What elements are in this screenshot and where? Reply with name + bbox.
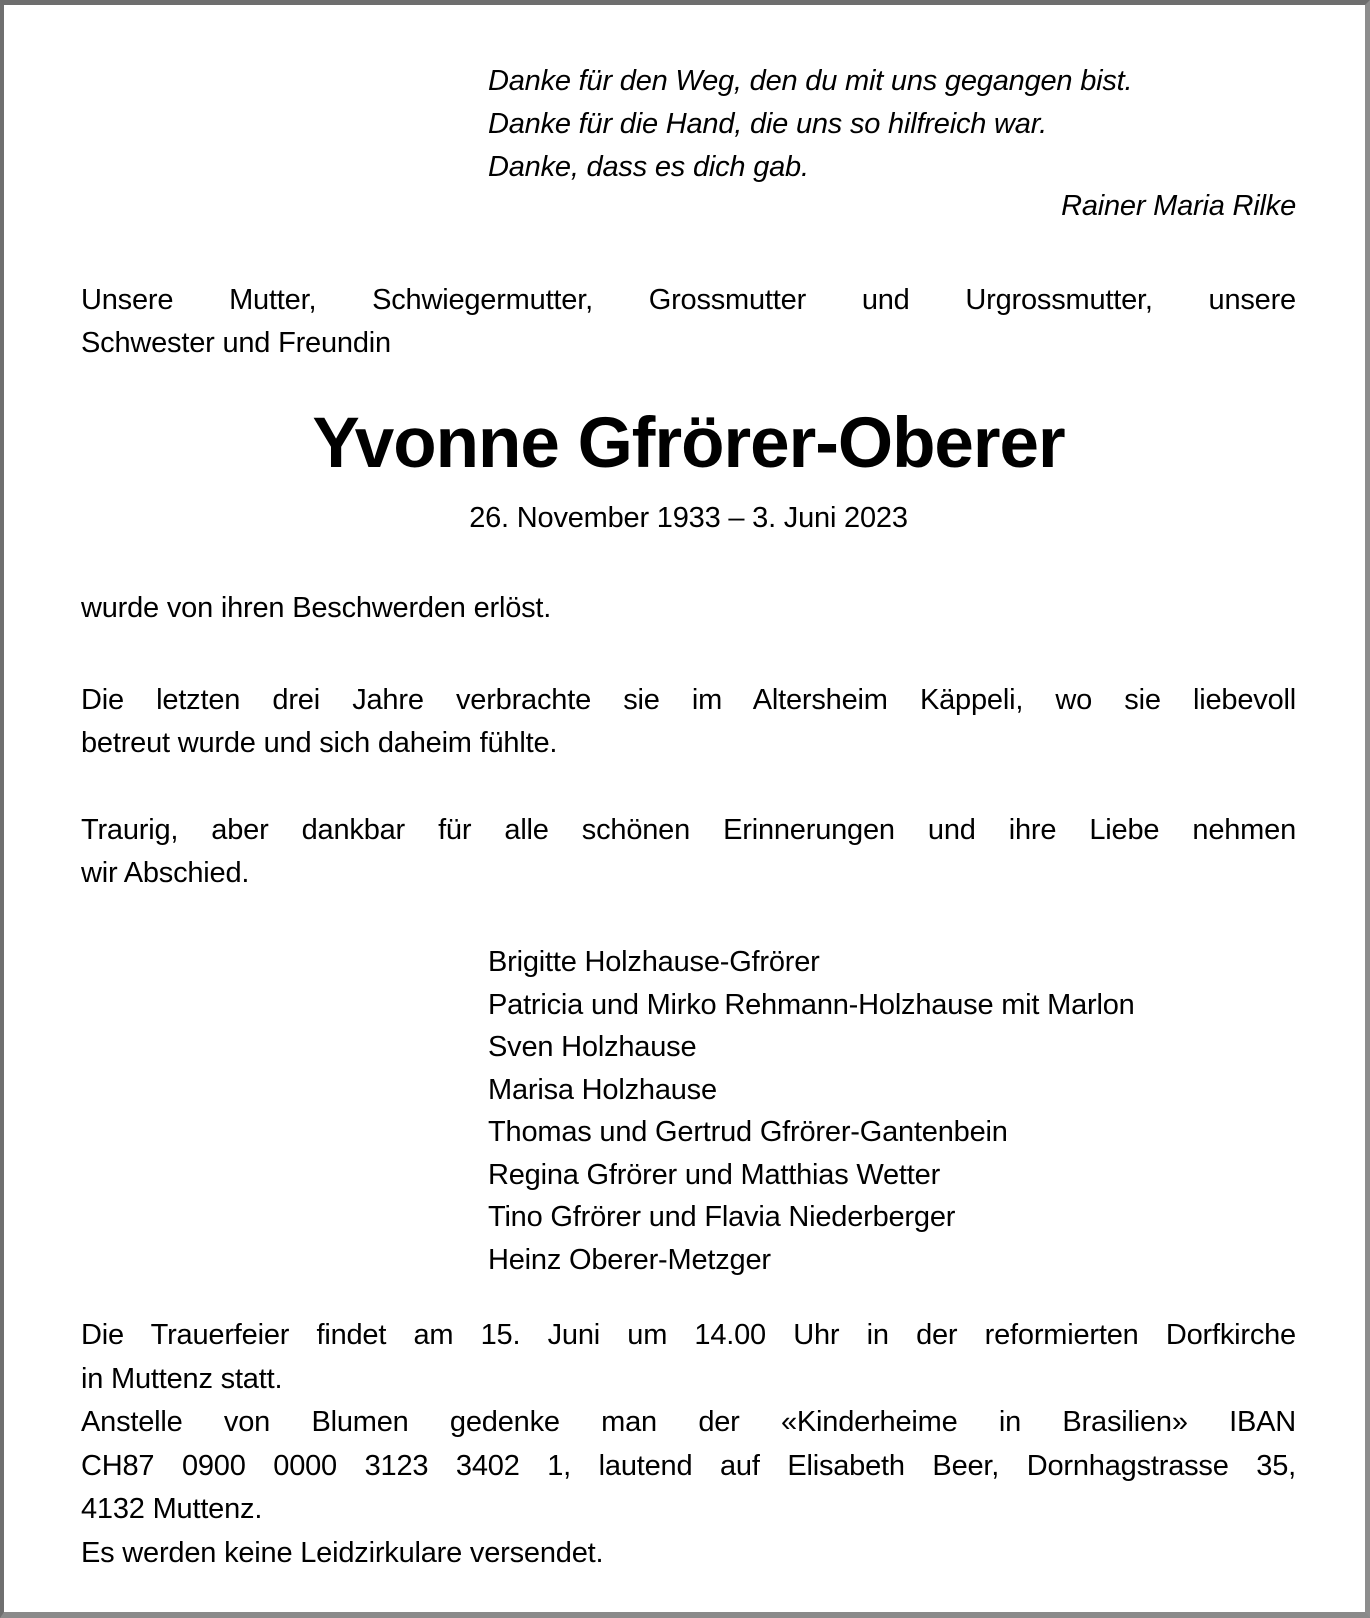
funeral-line: 4132 Muttenz.: [81, 1493, 263, 1525]
mourners-list: [488, 941, 1296, 1281]
farewell-line: Traurig, aber dankbar für alle schönen Erinnerungen und ihre Liebe nehmen: [81, 814, 1296, 846]
funeral-line: Anstelle von Blumen gedenke man der «Kinderheime in Brasilien» IBAN: [81, 1406, 1296, 1438]
mourner-name: Brigitte Holzhause-Gfrörer: [488, 946, 820, 978]
farewell-line: wir Abschied.: [81, 857, 250, 889]
quote-line: Danke, dass es dich gab.: [488, 151, 809, 183]
mourner-name: Tino Gfrörer und Flavia Niederberger: [488, 1201, 956, 1233]
care-paragraph: [81, 679, 1296, 765]
quote-line: Danke für die Hand, die uns so hilfreich war.: [488, 108, 1047, 140]
quote-line: Danke für den Weg, den du mit uns gegangen bist.: [488, 65, 1133, 97]
life-dates: 26. November 1933 – 3. Juni 2023: [469, 502, 908, 534]
mourner-name: Marisa Holzhause: [488, 1073, 717, 1106]
quote-attribution: Rainer Maria Rilke: [1061, 190, 1296, 222]
funeral-line: Die Trauerfeier findet am 15. Juni um 14.00 Uhr in der reformierten Dorfkirche: [81, 1319, 1296, 1351]
quote-lines: [488, 60, 1296, 189]
intro-line: Schwester und Freundin: [81, 327, 391, 359]
mourner-name: Thomas und Gertrud Gfrörer-Gantenbein: [488, 1116, 1008, 1148]
mourner-name: Sven Holzhause: [488, 1031, 697, 1063]
funeral-details-paragraph: [81, 1314, 1296, 1575]
intro-line: Unsere Mutter, Schwiegermutter, Grossmutter und Urgrossmutter, unsere: [81, 284, 1296, 316]
funeral-line: CH87 0900 0000 3123 3402 1, lautend auf Elisabeth Beer, Dornhagstrasse 35,: [81, 1449, 1296, 1482]
intro-paragraph: [81, 279, 1296, 365]
release-line: wurde von ihren Beschwerden erlöst.: [81, 592, 552, 624]
mourner-name: Heinz Oberer-Metzger: [488, 1243, 771, 1276]
funeral-line: in Muttenz statt.: [81, 1362, 283, 1395]
farewell-paragraph: [81, 809, 1296, 895]
mourner-name: Regina Gfrörer und Matthias Wetter: [488, 1158, 941, 1191]
mourner-name: Patricia und Mirko Rehmann-Holzhause mit Marlon: [488, 988, 1135, 1021]
care-line: betreut wurde und sich daheim fühlte.: [81, 727, 558, 759]
deceased-name-title: Yvonne Gfrörer-Oberer: [312, 404, 1065, 483]
funeral-line: Es werden keine Leidzirkulare versendet.: [81, 1536, 604, 1569]
care-line: Die letzten drei Jahre verbrachte sie im Altersheim Käppeli, wo sie liebevoll: [81, 684, 1296, 716]
memorial-quote: [488, 60, 1296, 228]
